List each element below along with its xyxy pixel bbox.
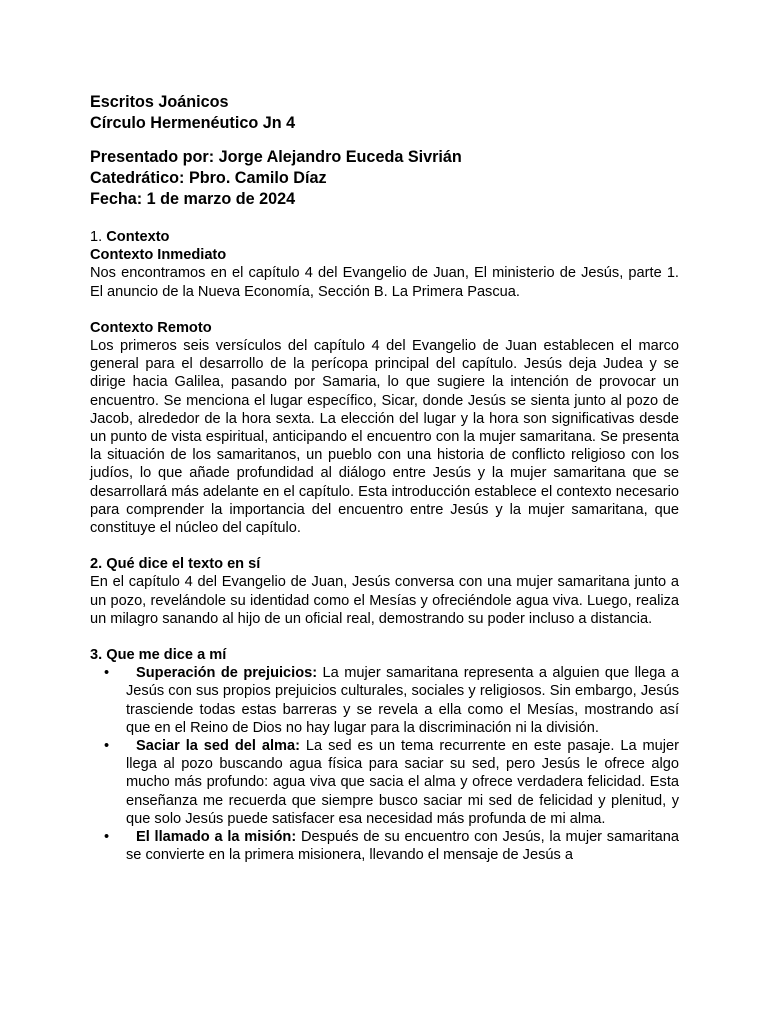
list-item [90, 664, 679, 737]
list-item [90, 828, 679, 864]
document-meta [90, 147, 679, 210]
list-item-text: La sed es un tema recurrente en este pasaje. La mujer llega al pozo buscando agua física para saciar su sed, pero Jesús le ofrece algo mucho más profundo: agua viva que sacia el alma y ofrece verdadera felicidad. Esta enseñanza me recuerda que siempre busco saciar mi sed de felicidad y plenitud, y que solo Jesús puede satisfacer esa necesidad más profunda de mi alma. [126, 738, 680, 827]
date-line: Fecha: 1 de marzo de 2024 [90, 190, 296, 208]
section-2-text: En el capítulo 4 del Evangelio de Juan, Jesús conversa con una mujer samaritana junto a un pozo, revelándole su identidad como el Mesías y ofreciéndole agua viva. Luego, realiza un milagro sanando al hijo de un oficial real, demostrando su poder incluso a distancia. [90, 574, 679, 627]
section-1-title: Contexto [106, 229, 170, 245]
section-2-heading: 2. Qué dice el texto en sí [90, 556, 261, 573]
list-item-lead: Superación de prejuicios: [136, 665, 318, 682]
document-title [90, 92, 679, 134]
remote-context-heading: Contexto Remoto [90, 319, 212, 336]
bullet-icon: • [104, 665, 110, 682]
list-item [90, 737, 679, 828]
reflection-list [90, 664, 679, 864]
bullet-icon: • [104, 738, 110, 755]
list-item-text: La mujer samaritana representa a alguien que llega a Jesús con sus propios prejuicios culturales, sociales y religiosos. Sin embargo, Jesús trasciende todas estas barreras y se revela a ella como el Mesías, mostrando así que en el Reino de Dios no hay lugar para la discriminación ni la división. [126, 665, 679, 736]
spacer [90, 537, 679, 555]
list-item-text: Después de su encuentro con Jesús, la mujer samaritana se convierte en la primera misionera, llevando el mensaje de Jesús a [126, 829, 680, 864]
list-item-lead: Saciar la sed del alma: [136, 738, 300, 755]
assignment-title: Círculo Hermenéutico Jn 4 [90, 114, 296, 132]
section-3-heading: 3. Que me dice a mí [90, 647, 227, 664]
remote-context-text: Los primeros seis versículos del capítulo 4 del Evangelio de Juan establecen el marco general para el desarrollo de la perícopa principal del capítulo. Jesús deja Judea y se dirige hacia Galilea, pasando por Samaria, lo que sugiere la intención de provocar un encuentro. Se menciona el lugar específico, Sicar, donde Jesús se sienta junto al pozo de Jacob, alrededor de la hora sexta. La elección del lugar y la hora son significativas desde un punto de vista espiritual, anticipando el encuentro con la mujer samaritana. Se presenta la situación de los samaritanos, un pueblo con una historia de conflicto religioso con los judíos, lo que añade profundidad al diálogo entre Jesús y la mujer samaritana que se desarrollará más adelante en el capítulo. Esta introducción establece el contexto necesario para comprender la importancia del encuentro entre Jesús y la mujer samaritana, que constituye el núcleo del capítulo. [90, 338, 679, 537]
immediate-context-text: Nos encontramos en el capítulo 4 del Evangelio de Juan, El ministerio de Jesús, parte 1. El anuncio de la Nueva Economía, Sección B. La Primera Pascua. [90, 265, 679, 300]
course-title: Escritos Joánicos [90, 93, 229, 111]
section-1-number: 1. [90, 229, 103, 245]
presenter-line: Presentado por: Jorge Alejandro Euceda Sivrián [90, 148, 462, 166]
professor-line: Catedrático: Pbro. Camilo Díaz [90, 169, 327, 187]
immediate-context-heading: Contexto Inmediato [90, 247, 227, 264]
spacer [90, 301, 679, 319]
spacer [90, 628, 679, 646]
bullet-icon: • [104, 829, 110, 846]
list-item-lead: El llamado a la misión: [136, 829, 297, 846]
section-1-heading [90, 228, 679, 246]
